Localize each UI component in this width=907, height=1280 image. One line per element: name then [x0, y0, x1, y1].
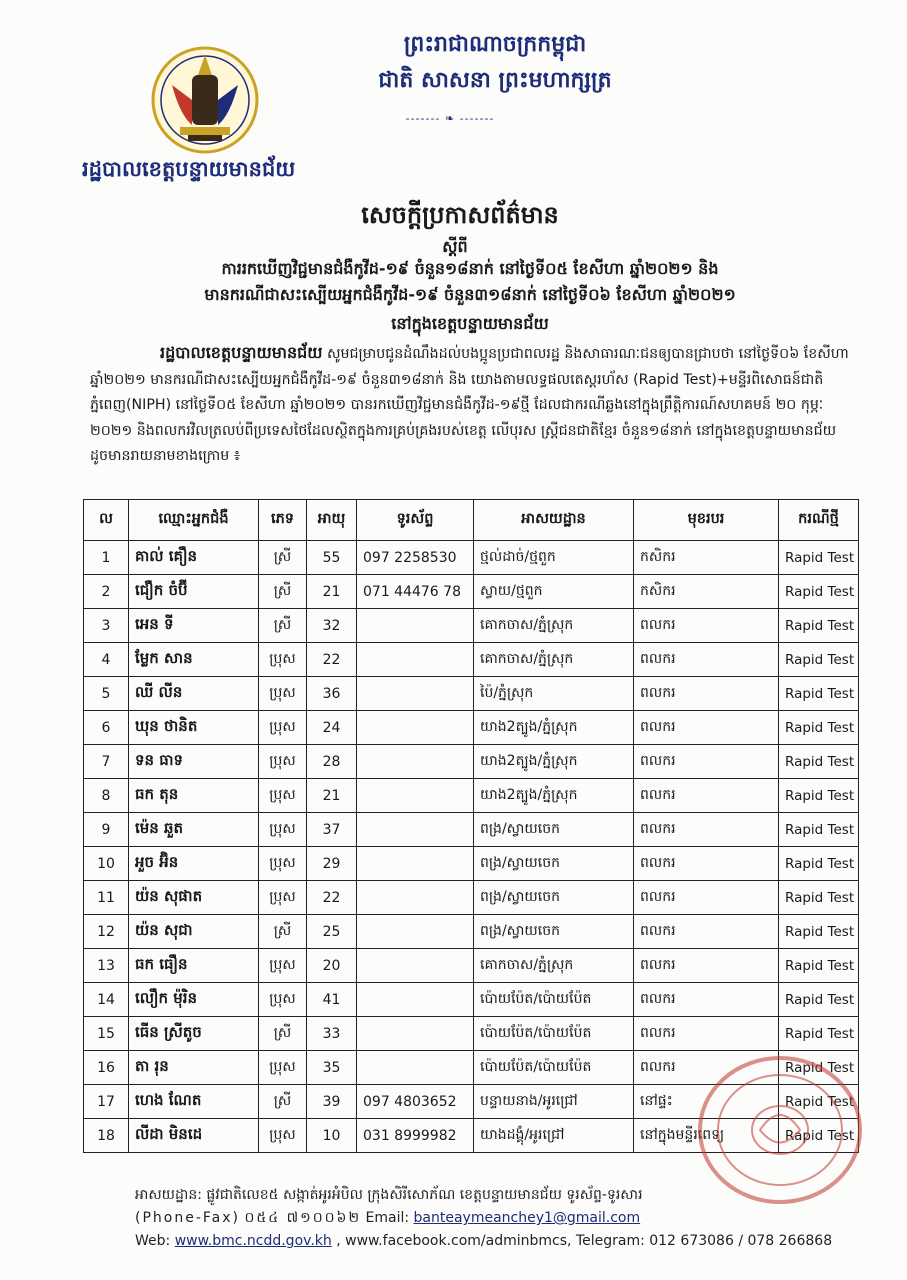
col-header-name: ឈ្មោះអ្នកជំងឺ	[129, 500, 259, 541]
age-cell: 37	[307, 813, 357, 847]
patient-name-cell: ធក ធឿន	[129, 949, 259, 983]
phone-cell	[357, 847, 474, 881]
sex-cell: ស្រី	[259, 609, 307, 643]
case-type-cell: Rapid Test	[779, 1119, 859, 1153]
occupation-cell: កសិករ	[634, 541, 779, 575]
telegram-contact: , Telegram: 012 673086 / 078 266868	[567, 1233, 833, 1249]
case-type-cell: Rapid Test	[779, 813, 859, 847]
patient-name-cell: យ៉ន សុជា	[129, 915, 259, 949]
patient-name-cell: លីដា មិនដេ	[129, 1119, 259, 1153]
table-row	[84, 881, 859, 915]
phone-cell: 071 44476 78	[357, 575, 474, 609]
row-number-cell: 9	[84, 813, 129, 847]
patient-name-cell: គាល់ គឿន	[129, 541, 259, 575]
case-type-cell: Rapid Test	[779, 915, 859, 949]
phone-cell	[357, 1051, 474, 1085]
row-number-cell: 16	[84, 1051, 129, 1085]
phone-cell	[357, 609, 474, 643]
table-row	[84, 1017, 859, 1051]
col-header-phone: ទូរស័ព្ទ	[357, 500, 474, 541]
document-about: ស្តីពី	[442, 237, 468, 256]
row-number-cell: 8	[84, 779, 129, 813]
age-cell: 39	[307, 1085, 357, 1119]
occupation-cell: ពលករ	[634, 1051, 779, 1085]
phone-cell: 097 2258530	[357, 541, 474, 575]
phone-cell	[357, 779, 474, 813]
row-number-cell: 18	[84, 1119, 129, 1153]
age-cell: 25	[307, 915, 357, 949]
occupation-cell: ពលករ	[634, 711, 779, 745]
document-title: សេចក្តីប្រកាសព័ត៌មាន	[361, 201, 559, 229]
footer-phone-email-line	[135, 1207, 875, 1230]
age-cell: 29	[307, 847, 357, 881]
patient-name-cell: អួច អ៊ិន	[129, 847, 259, 881]
occupation-cell: ពលករ	[634, 609, 779, 643]
age-cell: 55	[307, 541, 357, 575]
address-cell: ពង្រ/ស្វាយចេក	[474, 847, 634, 881]
address-cell: យាង2ត្បូង/ភ្នំស្រុក	[474, 779, 634, 813]
sex-cell: ប្រុស	[259, 847, 307, 881]
phone-cell	[357, 711, 474, 745]
table-row	[84, 915, 859, 949]
address-cell: ពង្រ/ស្វាយចេក	[474, 813, 634, 847]
occupation-cell: នៅក្នុងមន្ទីរពេទ្យ	[634, 1119, 779, 1153]
col-header-occupation: មុខរបរ	[634, 500, 779, 541]
sex-cell: ប្រុស	[259, 711, 307, 745]
case-type-cell: Rapid Test	[779, 677, 859, 711]
row-number-cell: 6	[84, 711, 129, 745]
address-cell: គោកចាស/ភ្នំស្រុក	[474, 643, 634, 677]
row-number-cell: 14	[84, 983, 129, 1017]
sex-cell: ប្រុស	[259, 1119, 307, 1153]
table-row	[84, 609, 859, 643]
sex-cell: ប្រុស	[259, 1051, 307, 1085]
patient-name-cell: ឈី លីន	[129, 677, 259, 711]
age-cell: 22	[307, 643, 357, 677]
phone-cell	[357, 881, 474, 915]
case-type-cell: Rapid Test	[779, 1085, 859, 1119]
occupation-cell: ពលករ	[634, 847, 779, 881]
address-cell: យាងដង្គុំ/អូរជ្រៅ	[474, 1119, 634, 1153]
address-cell: យាង2ត្បូង/ភ្នំស្រុក	[474, 711, 634, 745]
address-cell: គោកចាស/ភ្នំស្រុក	[474, 609, 634, 643]
intro-paragraph	[90, 340, 855, 470]
patient-name-cell: ហេង ណែត	[129, 1085, 259, 1119]
case-type-cell: Rapid Test	[779, 609, 859, 643]
sex-cell: ប្រុស	[259, 779, 307, 813]
sex-cell: ប្រុស	[259, 813, 307, 847]
age-cell: 33	[307, 1017, 357, 1051]
case-type-cell: Rapid Test	[779, 779, 859, 813]
website-link[interactable]: www.bmc.ncdd.gov.kh	[174, 1233, 332, 1249]
row-number-cell: 7	[84, 745, 129, 779]
patient-name-cell: លឿក ម៉ុរិន	[129, 983, 259, 1017]
patient-name-cell: ម្លែក សាន	[129, 643, 259, 677]
nation-motto: ជាតិ សាសនា ព្រះមហាក្សត្រ	[378, 68, 612, 93]
age-cell: 32	[307, 609, 357, 643]
sex-cell: ស្រី	[259, 915, 307, 949]
sex-cell: ប្រុស	[259, 949, 307, 983]
case-type-cell: Rapid Test	[779, 711, 859, 745]
address-cell: ពង្រ/ស្វាយចេក	[474, 915, 634, 949]
age-cell: 22	[307, 881, 357, 915]
royal-emblem-icon	[150, 45, 260, 155]
case-type-cell: Rapid Test	[779, 881, 859, 915]
case-type-cell: Rapid Test	[779, 745, 859, 779]
row-number-cell: 5	[84, 677, 129, 711]
address-cell: បន្ទាយនាង/អូរជ្រៅ	[474, 1085, 634, 1119]
footer-contact	[135, 1184, 875, 1253]
patient-name-cell: តា រុន	[129, 1051, 259, 1085]
row-number-cell: 17	[84, 1085, 129, 1119]
sex-cell: ស្រី	[259, 1017, 307, 1051]
kingdom-heading: ព្រះរាជាណាចក្រកម្ពុជា	[403, 32, 587, 57]
phone-cell	[357, 1017, 474, 1051]
occupation-cell: ពលករ	[634, 813, 779, 847]
administration-name: រដ្ឋបាលខេត្តបន្ទាយមានជ័យ	[82, 157, 296, 181]
patient-name-cell: ម៉េន ឆួត	[129, 813, 259, 847]
occupation-cell: ពលករ	[634, 643, 779, 677]
row-number-cell: 4	[84, 643, 129, 677]
age-cell: 24	[307, 711, 357, 745]
intro-body: សូមជម្រាបជូនដំណឹងដល់បងប្អូនប្រជាពលរដ្ឋ និងសាធារណៈជនឲ្យបានជ្រាបថា នៅថ្ងៃទី០៦ ខែសីហា ឆ្នាំ២០២១ មានករណីជាសះស្បើយអ្នកជំងឺកូវីដ-១៩ ចំនួន៣១៨នាក់ និង យោងតាមលទ្ធផលតេស្តរហ័ស (Rapid Test)+មន្ទីរពិសោធន៍ជាតិភ្នំពេញ(NIPH) នៅថ្ងៃទី០៥ ខែសីហា ឆ្នាំ២០២១ បានរកឃើញវិជ្ជមានជំងឺកូវីដ-១៩ថ្មី ដែលជាករណីឆ្លងនៅក្នុងព្រឹត្តិការណ៍សហគមន៍ ២០ កុម្ភៈ ២០២១ និងពលករវិលត្រលប់ពីប្រទេសថៃដែលស្ថិតក្នុងការគ្រប់គ្រងរបស់ខេត្ត លើបុរស ស្ត្រីជនជាតិខ្មែរ ចំនួន១៨នាក់ នៅក្នុងខេត្តបន្ទាយមានជ័យ ដូចមានរាយនាមខាងក្រោម ៖	[90, 346, 849, 464]
table-row	[84, 847, 859, 881]
address-cell: គោកចាស/ភ្នំស្រុក	[474, 949, 634, 983]
address-cell: ប៉ោយប៉ែត/ប៉ោយប៉ែត	[474, 1017, 634, 1051]
table-row	[84, 643, 859, 677]
row-number-cell: 10	[84, 847, 129, 881]
case-type-cell: Rapid Test	[779, 1017, 859, 1051]
address-cell: ថ្មល់ដាច់/ថ្មពួក	[474, 541, 634, 575]
facebook-link[interactable]: , www.facebook.com/adminbmcs	[336, 1233, 568, 1249]
table-row	[84, 711, 859, 745]
phone-cell	[357, 983, 474, 1017]
footer-address: អាសយដ្ឋាន: ផ្លូវជាតិលេខ៥ សង្កាត់អូរអំបិល ក្រុងសិរីសោភ័ណ ខេត្តបន្ទាយមានជ័យ ទូរស័ព្ទ-ទូរសារ	[135, 1187, 643, 1203]
sex-cell: ប្រុស	[259, 983, 307, 1017]
address-cell: ប៉ោយប៉ែត/ប៉ោយប៉ែត	[474, 1051, 634, 1085]
row-number-cell: 13	[84, 949, 129, 983]
age-cell: 35	[307, 1051, 357, 1085]
patient-name-cell: ធើន ស្រីតូច	[129, 1017, 259, 1051]
col-header-address: អាសយដ្ឋាន	[474, 500, 634, 541]
col-header-case: ករណីថ្មី	[779, 500, 859, 541]
age-cell: 20	[307, 949, 357, 983]
case-type-cell: Rapid Test	[779, 643, 859, 677]
sex-cell: ស្រី	[259, 575, 307, 609]
occupation-cell: ពលករ	[634, 915, 779, 949]
patient-name-cell: ឃុន ថានិត	[129, 711, 259, 745]
age-cell: 28	[307, 745, 357, 779]
row-number-cell: 15	[84, 1017, 129, 1051]
occupation-cell: កសិករ	[634, 575, 779, 609]
case-type-cell: Rapid Test	[779, 575, 859, 609]
occupation-cell: នៅផ្ទះ	[634, 1085, 779, 1119]
table-row	[84, 541, 859, 575]
phone-cell	[357, 915, 474, 949]
subject-line: ការរកឃើញវិជ្ជមានជំងឺកូវីដ-១៩ ចំនួន១៨នាក់ នៅថ្ងៃទី០៥ ខែសីហា ឆ្នាំ២០២១ និង	[221, 259, 719, 278]
phone-cell	[357, 677, 474, 711]
patient-name-cell: ទន ធាទ	[129, 745, 259, 779]
table-row	[84, 983, 859, 1017]
occupation-cell: ពលករ	[634, 949, 779, 983]
table-header-row	[84, 500, 859, 541]
phone-cell	[357, 949, 474, 983]
row-number-cell: 12	[84, 915, 129, 949]
age-cell: 21	[307, 779, 357, 813]
email-label: Email:	[365, 1210, 410, 1226]
col-header-age: អាយុ	[307, 500, 357, 541]
phone-value: ០៥៤ ៧១០០៦២	[244, 1210, 362, 1226]
sex-cell: ប្រុស	[259, 643, 307, 677]
age-cell: 21	[307, 575, 357, 609]
phone-cell	[357, 813, 474, 847]
address-cell: ស្វាយ/ថ្មពួក	[474, 575, 634, 609]
occupation-cell: ពលករ	[634, 881, 779, 915]
subject-line: នៅក្នុងខេត្តបន្ទាយមានជ័យ	[391, 314, 549, 333]
col-header-no: ល	[84, 500, 129, 541]
col-header-sex: ភេទ	[259, 500, 307, 541]
table-row	[84, 949, 859, 983]
row-number-cell: 3	[84, 609, 129, 643]
address-cell: ពង្រ/ស្វាយចេក	[474, 881, 634, 915]
row-number-cell: 2	[84, 575, 129, 609]
case-type-cell: Rapid Test	[779, 847, 859, 881]
table-row	[84, 575, 859, 609]
table-row	[84, 745, 859, 779]
sex-cell: ប្រុស	[259, 677, 307, 711]
phone-cell: 097 4803652	[357, 1085, 474, 1119]
age-cell: 10	[307, 1119, 357, 1153]
address-cell: ប៉ោយប៉ែត/ប៉ោយប៉ែត	[474, 983, 634, 1017]
address-cell: ប៉ៃ/ភ្នំស្រុក	[474, 677, 634, 711]
phone-cell: 031 8999982	[357, 1119, 474, 1153]
sex-cell: ស្រី	[259, 541, 307, 575]
intro-lead: រដ្ឋបាលខេត្តបន្ទាយមានជ័យ	[160, 343, 323, 362]
occupation-cell: ពលករ	[634, 983, 779, 1017]
phone-label: (Phone-Fax)	[135, 1210, 240, 1226]
phone-cell	[357, 745, 474, 779]
occupation-cell: ពលករ	[634, 677, 779, 711]
patient-name-cell: យ៉ន សុផាត	[129, 881, 259, 915]
patient-name-cell: ជឿក ចំប៊ី	[129, 575, 259, 609]
age-cell: 41	[307, 983, 357, 1017]
sex-cell: ប្រុស	[259, 745, 307, 779]
table-row	[84, 779, 859, 813]
case-type-cell: Rapid Test	[779, 983, 859, 1017]
case-type-cell: Rapid Test	[779, 949, 859, 983]
row-number-cell: 1	[84, 541, 129, 575]
table-row	[84, 813, 859, 847]
phone-cell	[357, 643, 474, 677]
address-cell: យាង2ត្បូង/ភ្នំស្រុក	[474, 745, 634, 779]
case-type-cell: Rapid Test	[779, 1051, 859, 1085]
occupation-cell: ពលករ	[634, 745, 779, 779]
footer-web-line	[135, 1230, 875, 1253]
row-number-cell: 11	[84, 881, 129, 915]
patient-name-cell: អេន ទី	[129, 609, 259, 643]
case-type-cell: Rapid Test	[779, 541, 859, 575]
sex-cell: ស្រី	[259, 1085, 307, 1119]
web-label: Web:	[135, 1233, 171, 1249]
table-row	[84, 677, 859, 711]
occupation-cell: ពលករ	[634, 1017, 779, 1051]
ornament-divider: ------- ❧ -------	[405, 112, 495, 125]
patient-name-cell: ធក តុន	[129, 779, 259, 813]
subject-line: មានករណីជាសះស្បើយអ្នកជំងឺកូវីដ-១៩ ចំនួន៣១៨នាក់ នៅថ្ងៃទី០៦ ខែសីហា ឆ្នាំ២០២១	[204, 285, 736, 304]
email-link[interactable]: banteaymeanchey1@gmail.com	[413, 1210, 641, 1226]
age-cell: 36	[307, 677, 357, 711]
sex-cell: ប្រុស	[259, 881, 307, 915]
occupation-cell: ពលករ	[634, 779, 779, 813]
